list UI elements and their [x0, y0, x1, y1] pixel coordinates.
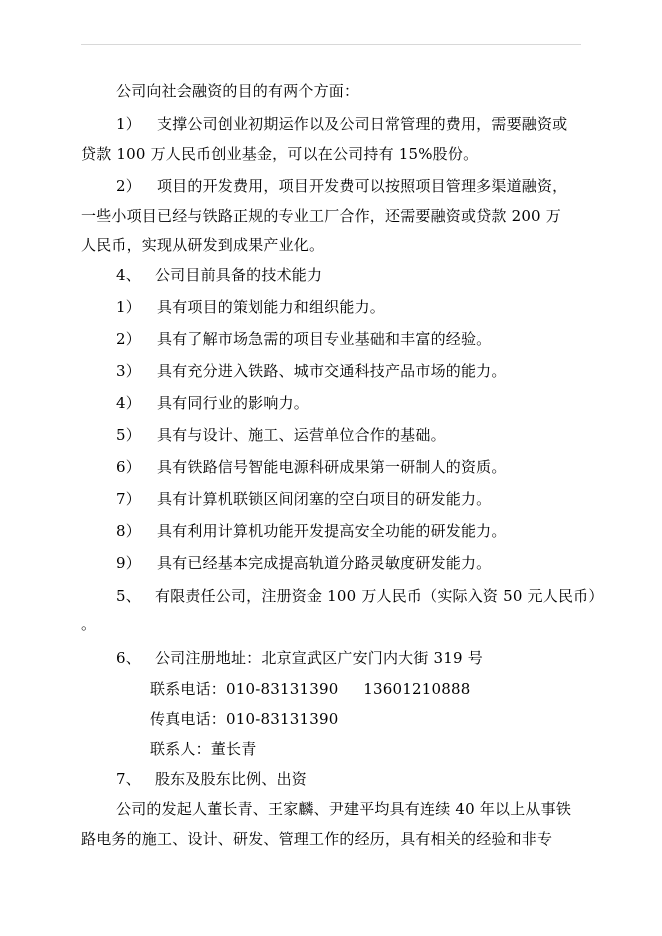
fax-number: 传真电话：010-83131390 [150, 710, 339, 728]
capability-text: 具有计算机联锁区间闭塞的空白项目的研发能力。 [156, 490, 492, 508]
purpose-2-line-1 [116, 176, 567, 196]
section-4-number: 4、 [116, 266, 141, 284]
capability-item [116, 489, 491, 509]
capability-number: 8） [116, 522, 141, 540]
capability-item [116, 361, 507, 381]
section-6-number: 6、 [116, 649, 141, 667]
capability-number: 1） [116, 298, 141, 316]
capability-text: 具有利用计算机功能开发提高安全功能的研发能力。 [156, 522, 507, 540]
purpose-1-number: 1） [116, 115, 141, 133]
capability-item [116, 329, 491, 349]
section-4-title: 公司目前具备的技术能力 [154, 266, 323, 284]
capability-text: 具有了解市场急需的项目专业基础和丰富的经验。 [156, 330, 492, 348]
capability-item [116, 521, 507, 541]
capability-number: 5） [116, 426, 141, 444]
section-5-line [116, 586, 604, 606]
purpose-2-line-2: 一些小项目已经与铁路正规的专业工厂合作，还需要融资或贷款 200 万 [81, 207, 561, 225]
registered-address: 公司注册地址：北京宣武区广安门内大街 319 号 [154, 649, 483, 667]
section-5-number: 5、 [116, 587, 141, 605]
section-7-line-1: 公司的发起人董长青、王家麟、尹建平均具有连续 40 年以上从事铁 [116, 800, 572, 818]
capability-number: 2） [116, 330, 141, 348]
section-7-line-2: 路电务的施工、设计、研发、管理工作的经历，具有相关的经验和非专 [81, 830, 553, 848]
purpose-1-line-1 [116, 114, 567, 134]
capability-text: 具有同行业的影响力。 [156, 394, 309, 412]
section-5-tail: 。 [81, 615, 97, 633]
purpose-1-text: 支撑公司创业初期运作以及公司日常管理的费用，需要融资或 [156, 115, 568, 133]
intro-paragraph: 公司向社会融资的目的有两个方面： [116, 82, 360, 100]
capability-text: 具有项目的策划能力和组织能力。 [156, 298, 385, 316]
capability-number: 9） [116, 554, 141, 572]
capability-number: 4） [116, 394, 141, 412]
purpose-2-number: 2） [116, 177, 141, 195]
section-7-heading [116, 769, 307, 789]
purpose-2-text: 项目的开发费用，项目开发费可以按照项目管理多渠道融资， [156, 177, 568, 195]
section-6-line [116, 648, 483, 668]
section-4-heading [116, 265, 322, 285]
capability-item [116, 553, 491, 573]
capability-text: 具有充分进入铁路、城市交通科技产品市场的能力。 [156, 362, 507, 380]
capability-number: 6） [116, 458, 141, 476]
capability-item [116, 297, 385, 317]
capability-number: 3） [116, 362, 141, 380]
contact-phone: 联系电话：010-83131390 13601210888 [150, 680, 471, 698]
header-rule [81, 44, 581, 45]
capability-text: 具有与设计、施工、运营单位合作的基础。 [156, 426, 446, 444]
capability-text: 具有已经基本完成提高轨道分路灵敏度研发能力。 [156, 554, 492, 572]
capability-item [116, 393, 309, 413]
purpose-1-line-2: 贷款 100 万人民币创业基金，可以在公司持有 15%股份。 [81, 145, 479, 163]
capability-item [116, 425, 446, 445]
section-7-title: 股东及股东比例、出资 [154, 770, 307, 788]
capability-text: 具有铁路信号智能电源科研成果第一研制人的资质。 [156, 458, 507, 476]
contact-person: 联系人：董长青 [150, 740, 257, 758]
capability-item [116, 457, 507, 477]
capability-number: 7） [116, 490, 141, 508]
purpose-2-line-3: 人民币，实现从研发到成果产业化。 [81, 236, 325, 254]
section-7-number: 7、 [116, 770, 141, 788]
section-5-text: 有限责任公司，注册资金 100 万人民币（实际入资 50 元人民币） [154, 587, 604, 605]
